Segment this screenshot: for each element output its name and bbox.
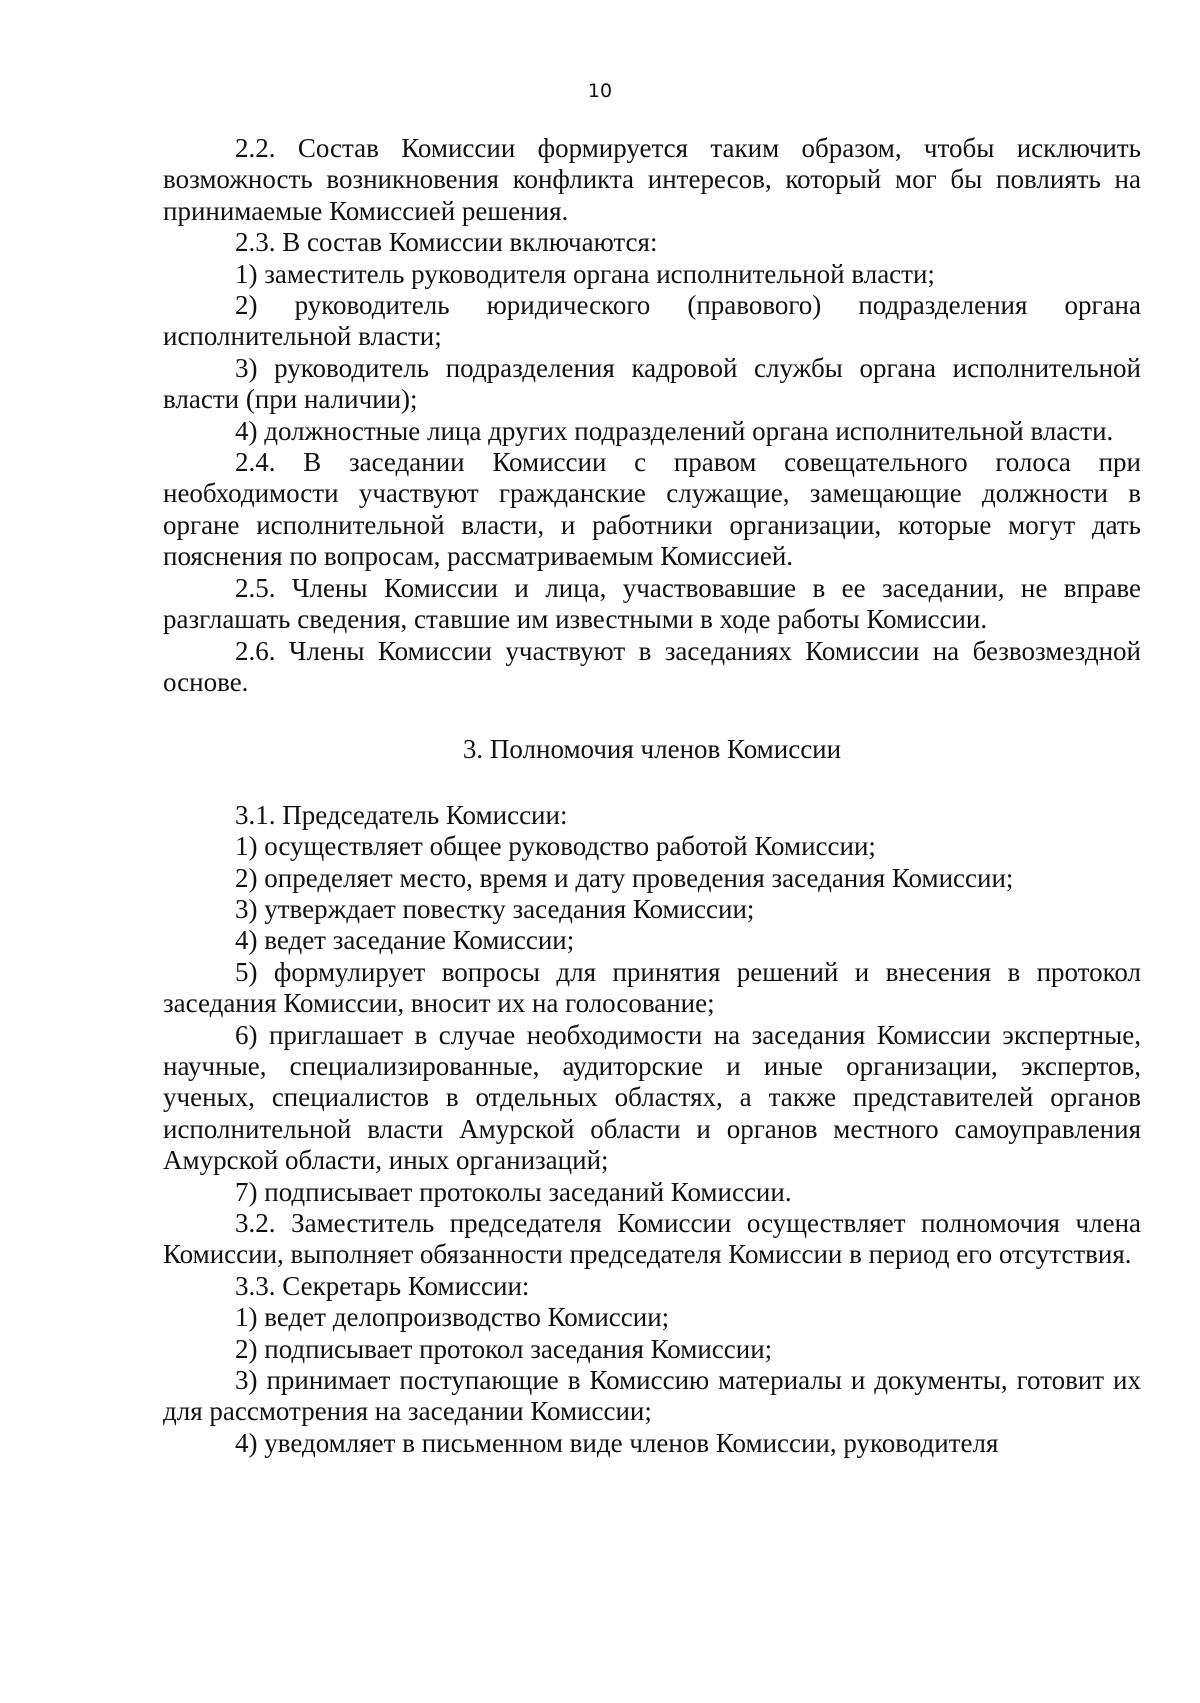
list-item-3-1-4: 4) ведет заседание Комиссии;: [235, 925, 575, 956]
list-item-3-1-1: 1) осуществляет общее руководство работой Комиссии;: [235, 831, 876, 862]
list-item-2-3-1: 1) заместитель руководителя органа исполнительной власти;: [235, 258, 935, 289]
paragraph-2-2: 2.2. Состав Комиссии формируется таким образом, чтобы исключить возможность возникновения конфликта интересов, который мог бы повлиять на принимаемые Комиссией решения.: [163, 133, 1141, 226]
paragraph-2-4: 2.4. В заседании Комиссии с правом совещательного голоса при необходимости участвуют гражданские служащие, замещающие должности в органе исполнительной власти, и работники организации, которые могут дать пояснения по вопросам, рассматриваемым Комиссией.: [163, 447, 1141, 572]
list-item-3-3-2: 2) подписывает протокол заседания Комиссии;: [235, 1333, 773, 1364]
page-number: 10: [587, 80, 613, 102]
paragraph-3-1: 3.1. Председатель Комиссии:: [235, 799, 568, 830]
list-item-2-3-4: 4) должностные лица других подразделений органа исполнительной власти.: [235, 415, 1114, 446]
list-item-3-3-4: 4) уведомляет в письменном виде членов Комиссии, руководителя: [235, 1427, 999, 1458]
paragraph-2-5: 2.5. Члены Комиссии и лица, участвовавшие в ее заседании, не вправе разглашать сведения, ставшие им известными в ходе работы Комиссии.: [163, 572, 1141, 635]
section-3-heading: 3. Полномочия членов Комиссии: [462, 734, 842, 765]
list-item-3-3-1: 1) ведет делопроизводство Комиссии;: [235, 1302, 670, 1333]
paragraph-3-3: 3.3. Секретарь Комиссии:: [235, 1270, 530, 1301]
list-item-3-1-6: 6) приглашает в случае необходимости на заседания Комиссии экспертные, научные, специализированные, аудиторские и иные организации, экспертов, ученых, специалистов в отдельных областях, а также представителей органов исполнительной власти Амурской области и органов местного самоуправления Амурской области, иных организаций;: [163, 1019, 1141, 1176]
paragraph-2-6: 2.6. Члены Комиссии участвуют в заседаниях Комиссии на безвозмездной основе.: [163, 635, 1141, 697]
list-item-3-1-3: 3) утверждает повестку заседания Комиссии;: [235, 893, 755, 924]
document-body: [163, 133, 1141, 1459]
list-item-3-1-2: 2) определяет место, время и дату проведения заседания Комиссии;: [235, 862, 1014, 893]
list-item-3-1-7: 7) подписывает протоколы заседаний Комиссии.: [235, 1176, 792, 1207]
list-item-3-1-5: 5) формулирует вопросы для принятия решений и внесения в протокол заседания Комиссии, вносит их на голосование;: [163, 956, 1141, 1019]
paragraph-2-3: 2.3. В состав Комиссии включаются:: [235, 227, 658, 258]
list-item-2-3-2: 2) руководитель юридического (правового) подразделения органа исполнительной власти;: [163, 290, 1141, 352]
list-item-3-3-3: 3) принимает поступающие в Комиссию материалы и документы, готовит их для рассмотрения на заседании Комиссии;: [163, 1365, 1141, 1427]
paragraph-3-2: 3.2. Заместитель председателя Комиссии осуществляет полномочия члена Комиссии, выполняет обязанности председателя Комиссии в период его отсутствия.: [163, 1208, 1141, 1270]
list-item-2-3-3: 3) руководитель подразделения кадровой службы органа исполнительной власти (при наличии);: [163, 352, 1141, 415]
